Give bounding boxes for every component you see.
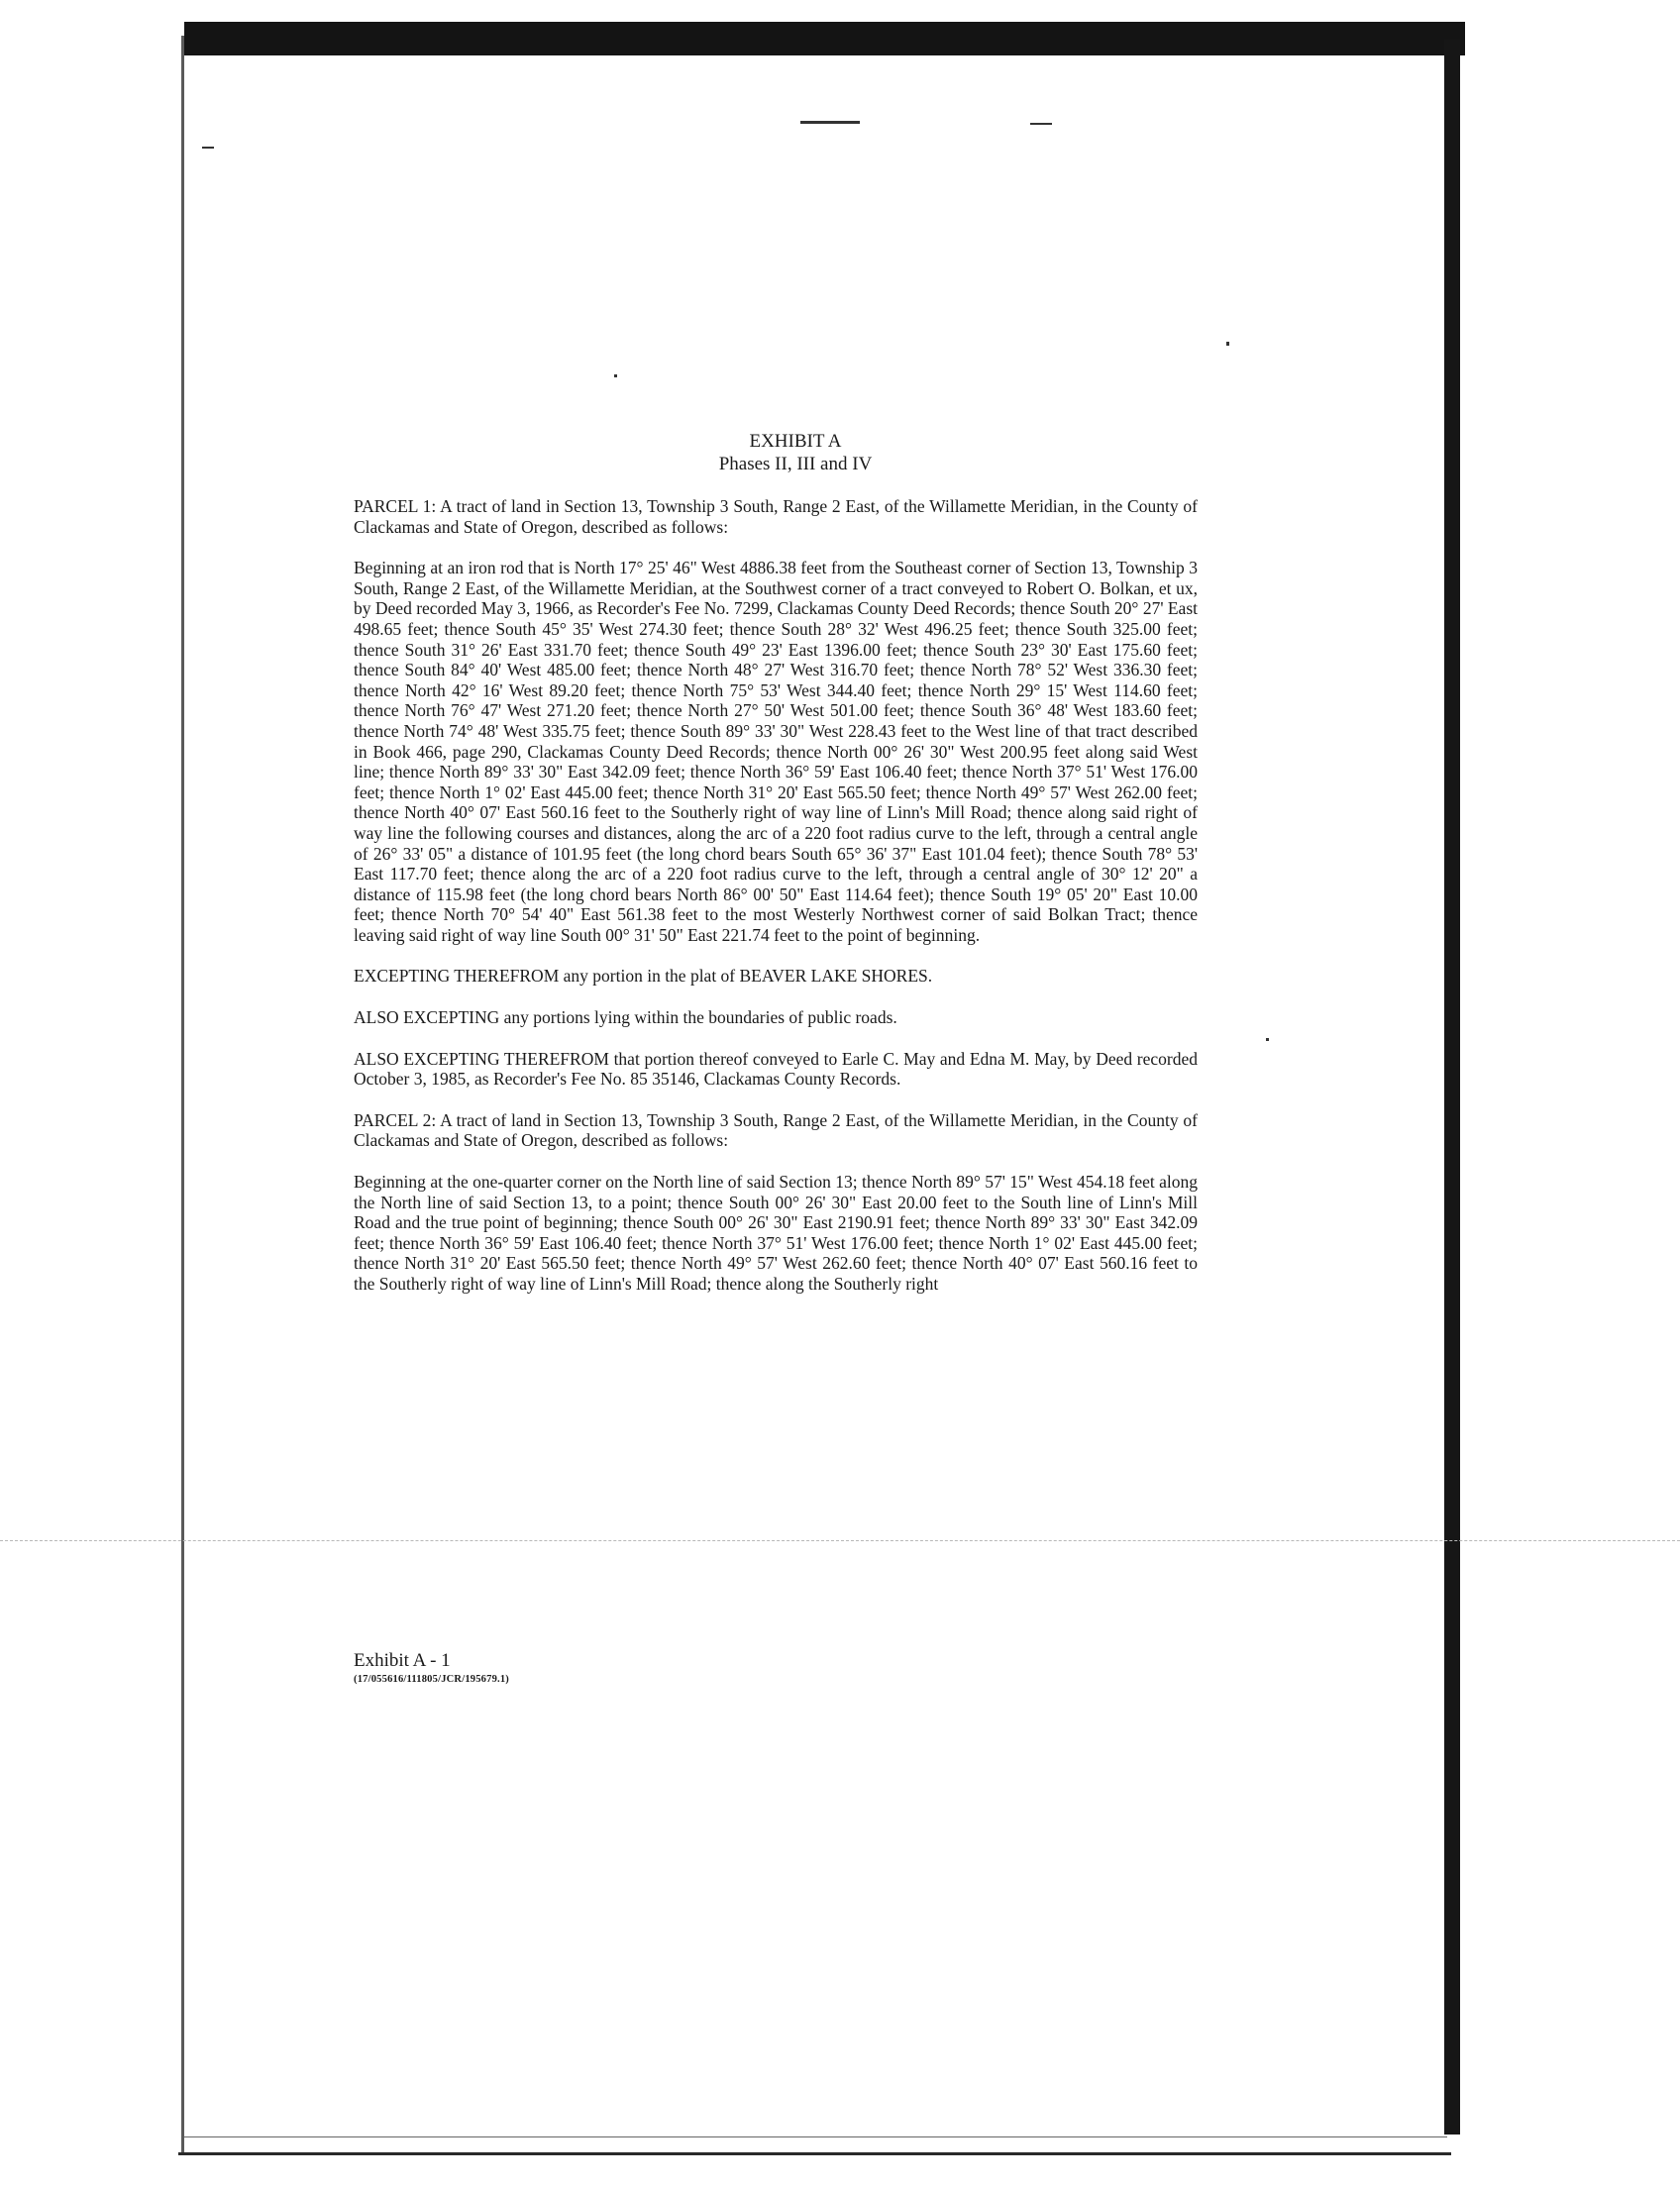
exhibit-title: EXHIBIT A	[749, 431, 842, 452]
scan-speck	[202, 147, 214, 149]
scan-speck	[1226, 342, 1229, 346]
parcel-1-description: Beginning at an iron rod that is North 17° 25' 46" West 4886.38 feet from the Southeast corner of Section 13, Township 3 South, Range 2 East, of the Willamette Meridian, at the Southwest corner of a tract conveyed to Robert O. Bolkan, et ux, by Deed recorded May 3, 1966, as Recorder's Fee No. 7299, Clackamas County Deed Records; thence South 20° 27' East 498.65 feet; thence South 45° 35' West 274.30 feet; thence South 28° 32' West 496.25 feet; thence South 325.00 feet; thence South 31° 26' East 331.70 feet; thence South 49° 23' East 1396.00 feet; thence South 23° 30' East 175.60 feet; thence South 84° 40' West 485.00 feet; thence North 48° 27' West 316.70 feet; thence North 78° 52' West 336.30 feet; thence North 42° 16' West 89.20 feet; thence North 75° 53' West 344.40 feet; thence North 29° 15' West 114.60 feet; thence North 76° 47' West 271.20 feet; thence North 27° 50' West 501.00 feet; thence South 36° 48' West 183.60 feet; thence North 74° 48' West 335.75 feet; thence South 89° 33' 30" West 228.43 feet to the West line of that tract described in Book 466, page 290, Clackamas County Deed Records; thence North 00° 26' 30" West 200.95 feet along said West line; thence North 89° 33' 30" East 342.09 feet; thence North 36° 59' East 106.40 feet; thence North 37° 51' West 176.00 feet; thence North 1° 02' East 445.00 feet; thence North 31° 20' East 565.50 feet; thence North 49° 57' West 262.00 feet; thence North 40° 07' East 560.16 feet to the Southerly right of way line of Linn's Mill Road; thence along said right of way line the following courses and distances, along the arc of a 220 foot radius curve to the left, through a central angle of 26° 33' 05" a distance of 101.95 feet (the long chord bears South 65° 36' 37" East 101.04 feet); thence South 78° 53' East 117.70 feet; thence along the arc of a 220 foot radius curve to the left, through a central angle of 30° 12' 20" a distance of 115.98 feet (the long chord bears North 86° 00' 50" East 114.64 feet); thence South 19° 05' 20" East 10.00 feet; thence North 70° 54' 40" East 561.38 feet to the most Westerly Northwest corner of said Bolkan Tract; thence leaving said right of way line South 00° 31' 50" East 221.74 feet to the point of beginning.	[354, 558, 1198, 945]
scan-left-border	[181, 36, 184, 2155]
scan-speck	[800, 121, 860, 124]
exhibit-subtitle: Phases II, III and IV	[718, 454, 873, 474]
scan-bottom-border	[178, 2152, 1451, 2155]
page-footer	[354, 1649, 509, 1686]
scan-speck	[1030, 123, 1052, 125]
exception-may-deed: ALSO EXCEPTING THEREFROM that portion thereof conveyed to Earle C. May and Edna M. May, by Deed recorded October 3, 1985, as Recorder's Fee No. 85 35146, Clackamas County Records.	[354, 1048, 1198, 1090]
parcel-2-description: Beginning at the one-quarter corner on the North line of said Section 13; thence North 89° 57' 15" West 454.18 feet along the North line of said Section 13, to a point; thence South 00° 26' 30" East 20.00 feet to the South line of Linn's Mill Road and the true point of beginning; thence South 00° 26' 30" East 2190.91 feet; thence North 89° 33' 30" East 342.09 feet; thence North 36° 59' East 106.40 feet; thence North 37° 51' West 176.00 feet; thence North 1° 02' East 445.00 feet; thence North 31° 20' East 565.50 feet; thence North 49° 57' West 262.60 feet; thence North 40° 07' East 560.16 feet to the Southerly right of way line of Linn's Mill Road; thence along the Southerly right	[354, 1172, 1198, 1294]
scan-top-border	[184, 22, 1465, 55]
parcel-2-intro: PARCEL 2: A tract of land in Section 13, Township 3 South, Range 2 East, of the Willamette Meridian, in the County of Clackamas and State of Oregon, described as follows:	[354, 1109, 1198, 1151]
parcel-1-intro: PARCEL 1: A tract of land in Section 13, Township 3 South, Range 2 East, of the Willamette Meridian, in the County of Clackamas and State of Oregon, described as follows:	[354, 496, 1198, 537]
exception-public-roads: ALSO EXCEPTING any portions lying within the boundaries of public roads.	[354, 1007, 897, 1028]
scan-speck	[614, 374, 617, 377]
exception-beaver-lake: EXCEPTING THEREFROM any portion in the plat of BEAVER LAKE SHORES.	[354, 966, 933, 987]
exhibit-document	[354, 430, 1198, 1315]
footer-document-code: (17/055616/111805/JCR/195679.1)	[354, 1674, 509, 1685]
scan-speck	[1266, 1038, 1269, 1041]
scan-bottom-line	[184, 2136, 1447, 2137]
page-fold-guide	[0, 1540, 1680, 1541]
footer-page-label: Exhibit A - 1	[354, 1650, 451, 1671]
scan-right-border	[1444, 40, 1460, 2135]
